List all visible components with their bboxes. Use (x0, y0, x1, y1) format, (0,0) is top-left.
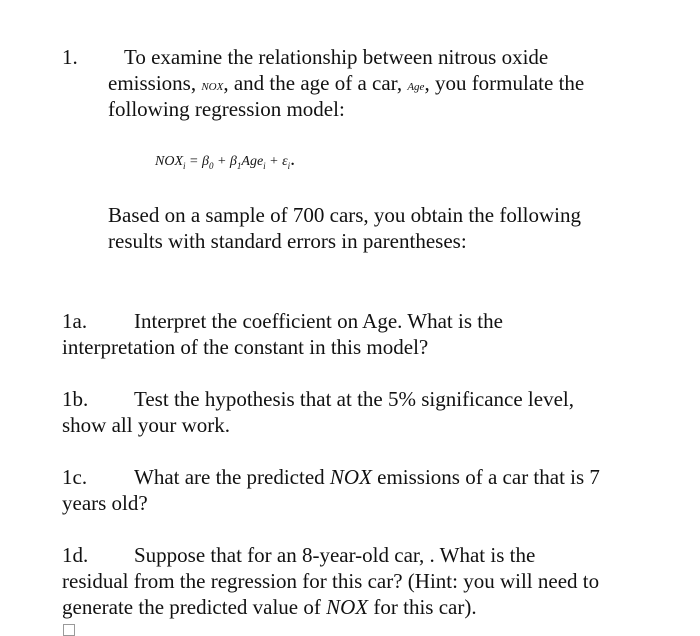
subquestion-text (62, 594, 477, 620)
variable-nox: NOX (326, 595, 369, 619)
question-text-line: To examine the relationship between nitrous oxide (124, 45, 549, 69)
question-text-line: following regression model: (108, 97, 345, 121)
subquestion-label: 1d. (62, 543, 89, 567)
equation-age: Age (241, 154, 264, 169)
variable-nox: NOX (201, 81, 224, 93)
plus-sign: + (269, 154, 279, 169)
variable-nox: NOX (329, 465, 372, 489)
text-fragment: emissions of a car that is 7 (377, 465, 600, 489)
text-fragment: What are the predicted (134, 465, 325, 489)
equation-lhs: NOX (155, 154, 183, 169)
text-fragment: generate the predicted value of (62, 595, 321, 619)
subquestion-label: 1a. (62, 309, 88, 333)
subscript: i (263, 160, 266, 171)
question-text-line: Based on a sample of 700 cars, you obtain the following (108, 203, 581, 227)
question-text-line: results with standard errors in parentheses: (108, 229, 467, 253)
epsilon-symbol: ε (282, 154, 288, 169)
subscript: 0 (208, 160, 214, 171)
subscript: 1 (236, 160, 242, 171)
subquestion-text: years old? (62, 491, 148, 515)
text-fragment: , and the age of a car, (223, 71, 403, 95)
variable-age: Age (407, 81, 425, 93)
subquestion-text: Interpret the coefficient on Age. What is the (134, 309, 503, 333)
period: . (290, 148, 296, 170)
subquestion-text: interpretation of the constant in this model? (62, 335, 429, 359)
question-number: 1. (62, 45, 78, 69)
regression-equation (155, 148, 295, 171)
subquestion-label: 1b. (62, 387, 89, 411)
subscript: i (183, 160, 186, 171)
equals-sign: = (189, 154, 199, 169)
subquestion-text (134, 464, 600, 490)
subquestion-text: Suppose that for an 8-year-old car, . What is the (134, 543, 536, 567)
beta-symbol: β (201, 154, 209, 169)
subquestion-text: show all your work. (62, 413, 230, 437)
plus-sign: + (216, 154, 227, 169)
subquestion-label: 1c. (62, 465, 88, 489)
checkbox-icon[interactable] (63, 624, 75, 636)
text-fragment: emissions, (108, 71, 197, 95)
beta-symbol: β (229, 154, 237, 169)
subquestion-text: Test the hypothesis that at the 5% significance level, (134, 387, 574, 411)
subscript: i (287, 160, 291, 171)
text-fragment: for this car). (373, 595, 477, 619)
subquestion-text: residual from the regression for this car? (Hint: you will need to (62, 569, 600, 593)
text-fragment: , you formulate the (424, 71, 585, 95)
